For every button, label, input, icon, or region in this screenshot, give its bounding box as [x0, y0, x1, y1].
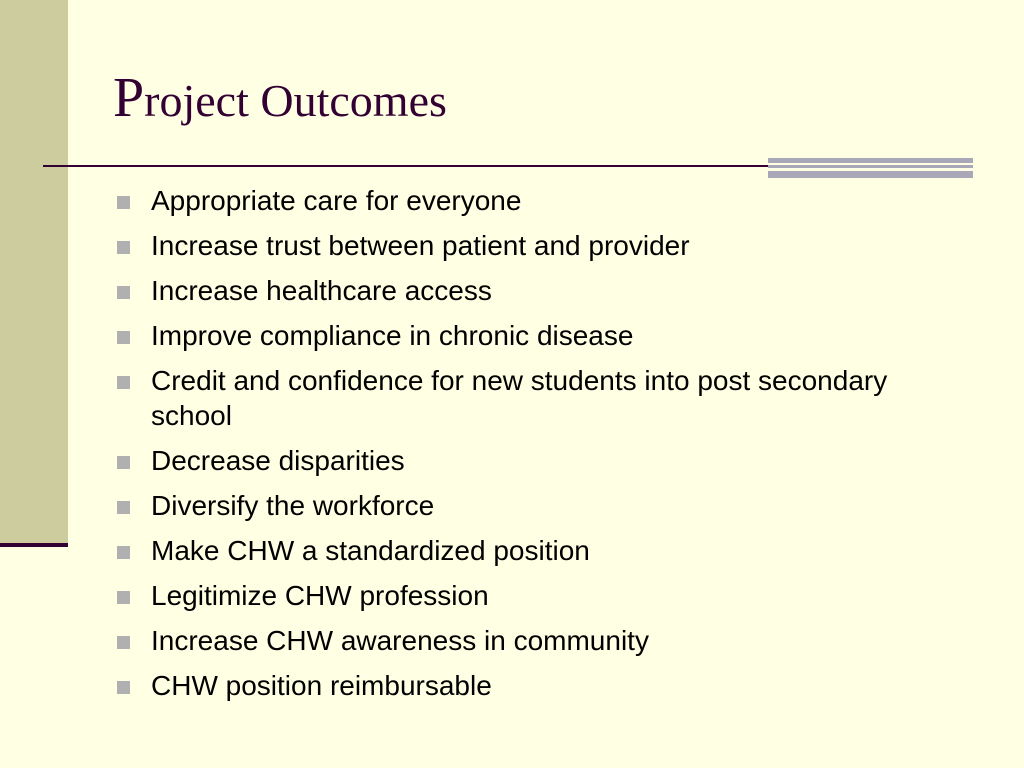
bullet-item [113, 533, 973, 568]
bullet-text: Increase trust between patient and provider [151, 230, 690, 261]
bullet-item [113, 183, 973, 218]
bullet-item [113, 443, 973, 478]
square-bullet-icon [117, 241, 130, 254]
bullet-text: Increase healthcare access [151, 275, 492, 306]
accent-bar [768, 165, 973, 168]
left-band-rule [0, 543, 68, 547]
slide-title-initial: P [113, 67, 145, 129]
bullet-item [113, 273, 973, 308]
slide-title-rest: roject Outcomes [144, 75, 447, 126]
title-accent-bars [768, 158, 973, 180]
bullet-text: Legitimize CHW profession [151, 580, 489, 611]
square-bullet-icon [117, 636, 130, 649]
accent-bar [768, 171, 973, 178]
bullet-item [113, 668, 973, 703]
bullet-text: Decrease disparities [151, 445, 405, 476]
accent-bar [768, 158, 973, 163]
bullet-text: Improve compliance in chronic disease [151, 320, 634, 351]
bullet-text: Credit and confidence for new students into post secondary school [151, 365, 888, 431]
bullet-item [113, 318, 973, 353]
bullet-item [113, 623, 973, 658]
bullet-item [113, 363, 973, 433]
bullet-text: Increase CHW awareness in community [151, 625, 649, 656]
bullet-text: CHW position reimbursable [151, 670, 492, 701]
square-bullet-icon [117, 681, 130, 694]
square-bullet-icon [117, 376, 130, 389]
square-bullet-icon [117, 456, 130, 469]
title-underline-rule [43, 165, 769, 167]
bullet-text: Diversify the workforce [151, 490, 435, 521]
square-bullet-icon [117, 591, 130, 604]
square-bullet-icon [117, 501, 130, 514]
left-decorative-band [0, 0, 68, 545]
bullet-item [113, 578, 973, 613]
bullet-item [113, 488, 973, 523]
bullet-text: Appropriate care for everyone [151, 185, 522, 216]
slide-title [113, 66, 447, 130]
bullet-item [113, 228, 973, 263]
bullet-text: Make CHW a standardized position [151, 535, 590, 566]
square-bullet-icon [117, 196, 130, 209]
square-bullet-icon [117, 546, 130, 559]
square-bullet-icon [117, 286, 130, 299]
square-bullet-icon [117, 331, 130, 344]
bullet-list [113, 183, 973, 703]
